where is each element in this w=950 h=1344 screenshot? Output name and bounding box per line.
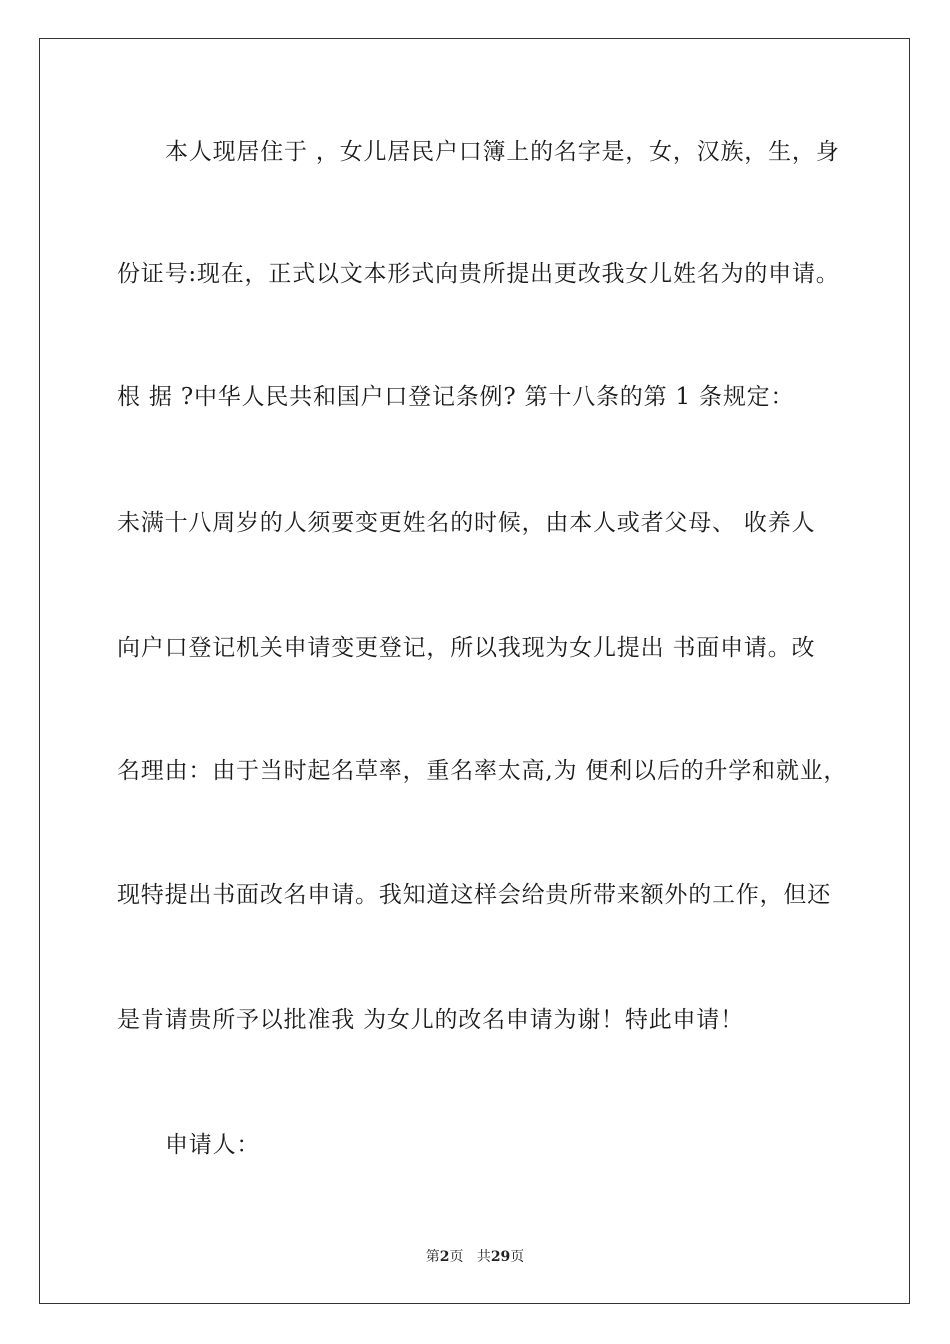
body-line-4: 未满十八周岁的人须要变更姓名的时候，由本人或者父母、 收养人 bbox=[117, 510, 816, 536]
body-line-7: 现特提出书面改名申请。我知道这样会给贵所带来额外的工作，但还 bbox=[117, 882, 831, 908]
body-line-3: 根 据 ?中华人民共和国户口登记条例? 第十八条的第 1 条规定： bbox=[117, 384, 795, 410]
page-border bbox=[39, 38, 910, 1304]
page-suffix: 页 bbox=[449, 1249, 464, 1265]
total-pages: 29 bbox=[490, 1249, 511, 1265]
body-line-1: 本人现居住于 ，女儿居民户口簿上的名字是，女，汉族，生，身 bbox=[165, 139, 840, 165]
total-suffix: 页 bbox=[510, 1249, 525, 1265]
body-line-5: 向户口登记机关申请变更登记，所以我现为女儿提出 书面申请。改 bbox=[117, 635, 816, 661]
page-number: 2 bbox=[439, 1249, 450, 1265]
page-prefix: 第 bbox=[425, 1249, 440, 1265]
body-line-6: 名理由：由于当时起名草率，重名率太高,为 便利以后的升学和就业， bbox=[117, 758, 848, 784]
body-line-8: 是肯请贵所予以批准我 为女儿的改名申请为谢！特此申请！ bbox=[117, 1007, 744, 1033]
page-footer bbox=[0, 1247, 950, 1267]
total-prefix: 共 bbox=[476, 1249, 491, 1265]
body-line-2: 份证号:现在，正式以文本形式向贵所提出更改我女儿姓名为的申请。 bbox=[117, 261, 840, 287]
applicant-label: 申请人： bbox=[165, 1132, 261, 1158]
